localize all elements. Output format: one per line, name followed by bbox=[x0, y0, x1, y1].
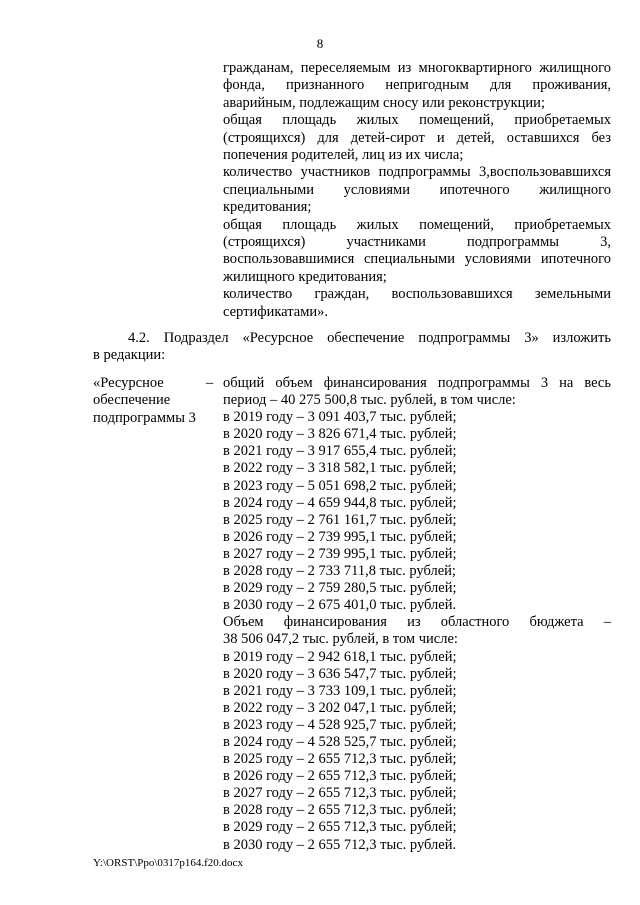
financing-line-24: в 2026 году – 2 655 712,3 тыс. рублей; bbox=[223, 768, 457, 785]
resource-provision-label bbox=[93, 375, 208, 427]
financing-line-5: в 2021 году – 3 917 655,4 тыс. рублей; bbox=[223, 443, 457, 460]
indicator-line-13: жилищного кредитования; bbox=[223, 268, 387, 285]
resource-label-line-3: подпрограммы 3 bbox=[93, 409, 196, 426]
financing-line-18: в 2020 году – 3 636 547,7 тыс. рублей; bbox=[223, 665, 457, 682]
section-4-2-line-2: в редакции: bbox=[93, 347, 166, 364]
indicator-line-15: сертификатами». bbox=[223, 303, 329, 320]
indicator-line-10: общая площадь жилых помещений, приобретаемых bbox=[223, 216, 611, 233]
financing-line-27: в 2029 году – 2 655 712,3 тыс. рублей; bbox=[223, 819, 457, 836]
financing-line-14: в 2030 году – 2 675 401,0 тыс. рублей. bbox=[223, 597, 457, 614]
financing-line-2: период – 40 275 500,8 тыс. рублей, в том числе: bbox=[223, 392, 516, 409]
indicator-line-11: (строящихся) участниками подпрограммы 3, bbox=[223, 234, 611, 251]
financing-line-25: в 2027 году – 2 655 712,3 тыс. рублей; bbox=[223, 785, 457, 802]
indicator-line-12: воспользовавшимися специальными условиями ипотечного bbox=[223, 251, 611, 268]
indicator-line-1: гражданам, переселяемым из многоквартирного жилищного bbox=[223, 60, 611, 76]
indicator-line-4: общая площадь жилых помещений, приобретаемых bbox=[223, 112, 611, 129]
resource-label-line-2: обеспечение bbox=[93, 392, 171, 409]
financing-line-7: в 2023 году – 5 051 698,2 тыс. рублей; bbox=[223, 477, 457, 494]
financing-line-22: в 2024 году – 4 528 525,7 тыс. рублей; bbox=[223, 733, 457, 750]
indicator-line-14: количество граждан, воспользовавшихся земельными bbox=[223, 286, 611, 303]
indicator-line-8: специальными условиями ипотечного жилищного bbox=[223, 181, 611, 198]
section-4-2-paragraph bbox=[93, 330, 611, 365]
indicator-line-3: аварийным, подлежащим сносу или реконструкции; bbox=[223, 94, 545, 111]
resource-label-line-1: «Ресурсное bbox=[93, 375, 164, 391]
label-dash: – bbox=[206, 375, 214, 391]
financing-line-28: в 2030 году – 2 655 712,3 тыс. рублей. bbox=[223, 836, 457, 853]
indicator-line-7: количество участников подпрограммы 3,воспользовавшихся bbox=[223, 164, 611, 181]
page-number: 8 bbox=[316, 36, 324, 51]
financing-line-12: в 2028 году – 2 733 711,8 тыс. рублей; bbox=[223, 563, 456, 580]
financing-line-20: в 2022 году – 3 202 047,1 тыс. рублей; bbox=[223, 699, 457, 716]
indicator-line-5: (строящихся) для детей-сирот и детей, оставшихся без bbox=[223, 129, 611, 146]
financing-line-11: в 2027 году – 2 739 995,1 тыс. рублей; bbox=[223, 545, 457, 562]
financing-line-8: в 2024 году – 4 659 944,8 тыс. рублей; bbox=[223, 494, 457, 511]
financing-line-19: в 2021 году – 3 733 109,1 тыс. рублей; bbox=[223, 682, 457, 699]
financing-line-23: в 2025 году – 2 655 712,3 тыс. рублей; bbox=[223, 751, 457, 768]
financing-line-4: в 2020 году – 3 826 671,4 тыс. рублей; bbox=[223, 426, 457, 443]
financing-line-3: в 2019 году – 3 091 403,7 тыс. рублей; bbox=[223, 409, 457, 426]
financing-line-6: в 2022 году – 3 318 582,1 тыс. рублей; bbox=[223, 460, 457, 477]
financing-line-9: в 2025 году – 2 761 161,7 тыс. рублей; bbox=[223, 511, 457, 528]
financing-line-21: в 2023 году – 4 528 925,7 тыс. рублей; bbox=[223, 716, 457, 733]
financing-line-13: в 2029 году – 2 759 280,5 тыс. рублей; bbox=[223, 580, 457, 597]
continued-indicator-list bbox=[223, 60, 611, 321]
file-path-footer: Y:\ORST\Ppo\0317p164.f20.docx bbox=[93, 857, 243, 869]
financing-line-1: общий объем финансирования подпрограммы 3 на весь bbox=[223, 375, 611, 391]
financing-details bbox=[223, 375, 611, 854]
financing-line-17: в 2019 году – 2 942 618,1 тыс. рублей; bbox=[223, 648, 457, 665]
indicator-line-9: кредитования; bbox=[223, 199, 312, 216]
indicator-line-6: попечения родителей, лиц из их числа; bbox=[223, 147, 464, 164]
financing-line-26: в 2028 году – 2 655 712,3 тыс. рублей; bbox=[223, 802, 457, 819]
financing-line-10: в 2026 году – 2 739 995,1 тыс. рублей; bbox=[223, 528, 457, 545]
financing-line-15: Объем финансирования из областного бюджета – bbox=[223, 614, 611, 631]
section-4-2-line-1: 4.2. Подраздел «Ресурсное обеспечение подпрограммы 3» изложить bbox=[128, 330, 611, 346]
indicator-line-2: фонда, признанного непригодным для проживания, bbox=[223, 77, 611, 94]
financing-line-16: 38 506 047,2 тыс. рублей, в том числе: bbox=[223, 631, 458, 648]
